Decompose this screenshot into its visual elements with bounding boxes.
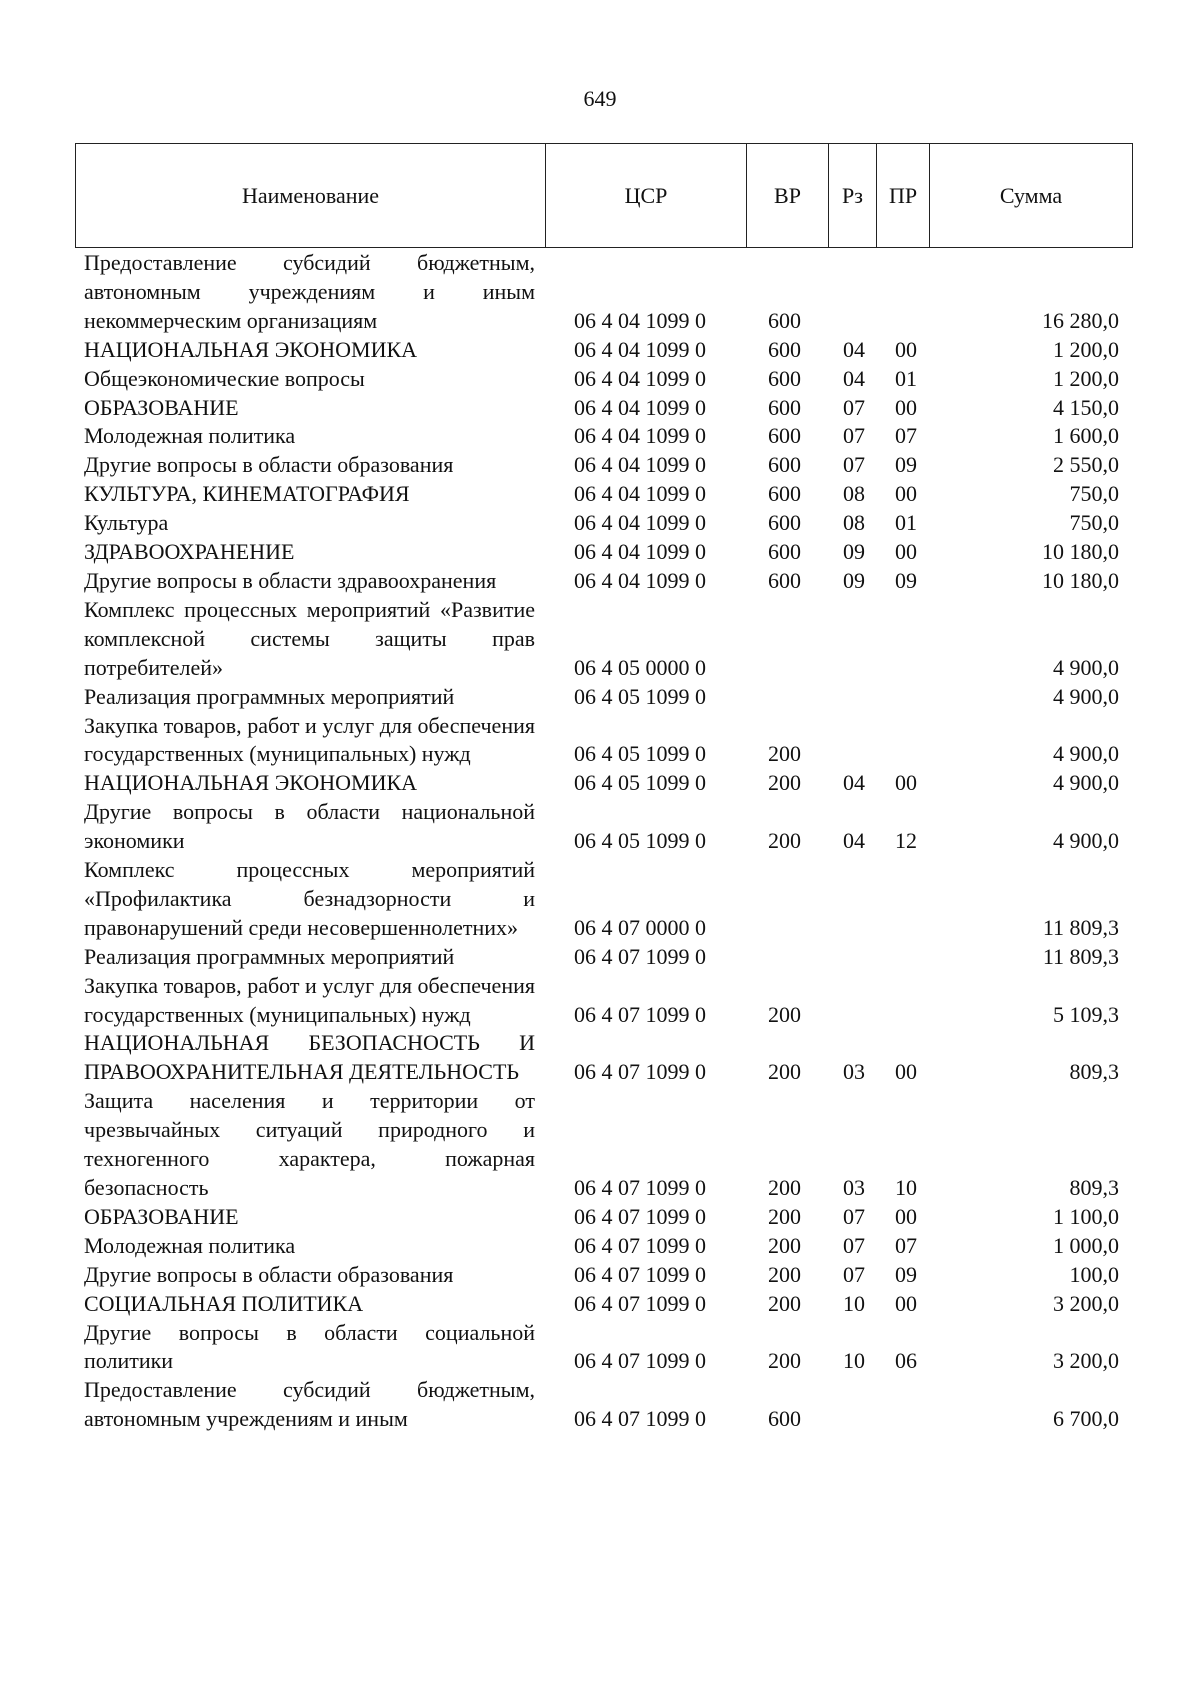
- row-name: НАЦИОНАЛЬНАЯ БЕЗОПАСНОСТЬ И ПРАВООХРАНИТЕЛЬНАЯ ДЕЯТЕЛЬНОСТЬ: [84, 1030, 535, 1085]
- row-name: Культура: [84, 510, 169, 536]
- row-vr: 600: [768, 307, 801, 333]
- row-pr: 00: [895, 1290, 917, 1316]
- row-rz: 09: [843, 539, 865, 565]
- row-rz: 04: [843, 770, 865, 796]
- header-pr: ПР: [876, 144, 929, 247]
- row-name: НАЦИОНАЛЬНАЯ ЭКОНОМИКА: [84, 336, 418, 362]
- table-row: [84, 798, 1119, 856]
- row-csr: 06 4 04 1099 0: [574, 336, 706, 362]
- table-row: [84, 480, 1119, 509]
- row-csr: 06 4 05 1099 0: [574, 683, 706, 709]
- row-name: ЗДРАВООХРАНЕНИЕ: [84, 539, 295, 565]
- row-rz: 10: [843, 1348, 865, 1374]
- row-pr: 10: [895, 1175, 917, 1200]
- row-vr: 600: [768, 336, 801, 362]
- row-sum: 100,0: [1069, 1261, 1119, 1287]
- row-rz: 08: [843, 481, 865, 507]
- table-row: [84, 249, 1119, 336]
- row-name: Закупка товаров, работ и услуг для обеспечения государственных (муниципальных) нужд: [84, 972, 535, 1027]
- table-header: [75, 143, 1133, 248]
- row-sum: 750,0: [1069, 481, 1119, 507]
- page-number: 649: [583, 86, 617, 111]
- row-name: Молодежная политика: [84, 1232, 296, 1258]
- row-name: Комплекс процессных мероприятий «Профилактика безнадзорности и правонарушений среди несовершеннолетних»: [84, 857, 535, 940]
- table-row: [84, 567, 1119, 596]
- row-sum: 1 100,0: [1053, 1203, 1119, 1229]
- row-pr: 00: [895, 1059, 917, 1085]
- header-vr: ВР: [746, 144, 828, 247]
- row-pr: 00: [895, 539, 917, 565]
- row-pr: 09: [895, 1261, 917, 1287]
- row-vr: 200: [768, 1290, 801, 1316]
- row-sum: 1 200,0: [1053, 365, 1119, 391]
- row-rz: 07: [843, 1203, 865, 1229]
- row-sum: 3 200,0: [1053, 1348, 1119, 1374]
- row-name: КУЛЬТУРА, КИНЕМАТОГРАФИЯ: [84, 481, 410, 507]
- row-csr: 06 4 04 1099 0: [574, 481, 706, 507]
- row-rz: 03: [843, 1175, 865, 1200]
- row-pr: 07: [895, 1232, 917, 1258]
- row-name: Молодежная политика: [84, 423, 296, 449]
- row-pr: 07: [895, 423, 917, 449]
- table-row: [84, 1232, 1119, 1261]
- table-row: [84, 538, 1119, 567]
- row-pr: 00: [895, 1203, 917, 1229]
- row-rz: 07: [843, 452, 865, 478]
- header-name: Наименование: [241, 182, 380, 208]
- row-csr: 06 4 04 1099 0: [574, 539, 706, 565]
- row-csr: 06 4 07 1099 0: [574, 1290, 706, 1316]
- row-csr: 06 4 04 1099 0: [574, 567, 706, 593]
- row-vr: 600: [768, 567, 801, 593]
- table-row: [84, 1203, 1119, 1232]
- row-rz: 09: [843, 567, 865, 593]
- table-row: [84, 972, 1119, 1030]
- row-pr: 09: [895, 452, 917, 478]
- table-row: [84, 1319, 1119, 1377]
- table-row: [84, 856, 1119, 943]
- row-name: НАЦИОНАЛЬНАЯ ЭКОНОМИКА: [84, 770, 418, 796]
- row-rz: 10: [843, 1290, 865, 1316]
- row-vr: 600: [768, 481, 801, 507]
- row-csr: 06 4 07 1099 0: [574, 1175, 706, 1200]
- row-name: Закупка товаров, работ и услуг для обеспечения государственных (муниципальных) нужд: [84, 712, 535, 767]
- row-sum: 5 109,3: [1053, 1001, 1119, 1027]
- row-pr: 06: [895, 1348, 917, 1374]
- row-vr: 200: [768, 741, 801, 767]
- row-vr: 600: [768, 1406, 801, 1432]
- row-csr: 06 4 07 1099 0: [574, 1232, 706, 1258]
- row-sum: 4 900,0: [1053, 654, 1119, 680]
- row-rz: 07: [843, 423, 865, 449]
- table-row: [84, 1087, 1119, 1203]
- row-sum: 4 900,0: [1053, 741, 1119, 767]
- row-vr: 200: [768, 1348, 801, 1374]
- row-csr: 06 4 07 1099 0: [574, 1261, 706, 1287]
- table-row: [84, 943, 1119, 972]
- table-row: [84, 509, 1119, 538]
- row-vr: 200: [768, 1001, 801, 1027]
- row-sum: 2 550,0: [1053, 452, 1119, 478]
- row-vr: 200: [768, 1232, 801, 1258]
- row-name: Реализация программных мероприятий: [84, 683, 455, 709]
- row-vr: 200: [768, 1261, 801, 1287]
- row-pr: 00: [895, 481, 917, 507]
- row-rz: 07: [843, 1232, 865, 1258]
- row-sum: 3 200,0: [1053, 1290, 1119, 1316]
- row-sum: 4 900,0: [1053, 828, 1119, 854]
- row-pr: 01: [895, 510, 917, 536]
- row-rz: 07: [843, 394, 865, 420]
- row-name: Предоставление субсидий бюджетным, автономным учреждениям и иным: [84, 1377, 535, 1432]
- row-vr: 600: [768, 423, 801, 449]
- row-pr: 00: [895, 394, 917, 420]
- table-row: [84, 394, 1119, 423]
- row-csr: 06 4 07 1099 0: [574, 1203, 706, 1229]
- row-sum: 4 900,0: [1053, 683, 1119, 709]
- row-csr: 06 4 05 0000 0: [574, 654, 706, 680]
- table-row: [84, 1261, 1119, 1290]
- row-name: Защита населения и территории от чрезвычайных ситуаций природного и техногенного характера, пожарная безопасность: [84, 1088, 535, 1200]
- row-rz: 03: [843, 1059, 865, 1085]
- table-row: [84, 1029, 1119, 1087]
- row-sum: 750,0: [1069, 510, 1119, 536]
- table-row: [84, 712, 1119, 770]
- row-csr: 06 4 07 1099 0: [574, 1001, 706, 1027]
- row-vr: 600: [768, 394, 801, 420]
- row-name: Предоставление субсидий бюджетным, автономным учреждениям и иным некоммерческим организациям: [84, 250, 535, 333]
- row-name: ОБРАЗОВАНИЕ: [84, 1203, 239, 1229]
- table-row: [84, 683, 1119, 712]
- row-pr: 00: [895, 336, 917, 362]
- row-vr: 200: [768, 828, 801, 854]
- row-csr: 06 4 07 1099 0: [574, 943, 706, 969]
- row-vr: 600: [768, 452, 801, 478]
- row-csr: 06 4 07 1099 0: [574, 1406, 706, 1432]
- row-csr: 06 4 04 1099 0: [574, 510, 706, 536]
- row-sum: 6 700,0: [1053, 1406, 1119, 1432]
- table-body: [84, 249, 1119, 1434]
- row-sum: 1 600,0: [1053, 423, 1119, 449]
- row-vr: 200: [768, 770, 801, 796]
- row-name: Другие вопросы в области здравоохранения: [84, 567, 497, 593]
- row-rz: 07: [843, 1261, 865, 1287]
- table-row: [84, 1290, 1119, 1319]
- row-sum: 10 180,0: [1042, 539, 1119, 565]
- row-pr: 00: [895, 770, 917, 796]
- row-sum: 11 809,3: [1042, 943, 1119, 969]
- row-name: Другие вопросы в области образования: [84, 452, 454, 478]
- row-pr: 12: [895, 828, 917, 854]
- row-csr: 06 4 07 1099 0: [574, 1059, 706, 1085]
- row-rz: 04: [843, 365, 865, 391]
- row-csr: 06 4 07 0000 0: [574, 914, 706, 940]
- row-sum: 4 900,0: [1053, 770, 1119, 796]
- row-sum: 1 200,0: [1053, 336, 1119, 362]
- row-vr: 200: [768, 1175, 801, 1200]
- row-vr: 200: [768, 1059, 801, 1085]
- table-row: [84, 1376, 1119, 1434]
- row-csr: 06 4 04 1099 0: [574, 365, 706, 391]
- row-name: Другие вопросы в области образования: [84, 1261, 454, 1287]
- row-rz: 04: [843, 828, 865, 854]
- row-csr: 06 4 05 1099 0: [574, 741, 706, 767]
- row-csr: 06 4 04 1099 0: [574, 307, 706, 333]
- row-csr: 06 4 05 1099 0: [574, 770, 706, 796]
- row-rz: 04: [843, 336, 865, 362]
- row-csr: 06 4 07 1099 0: [574, 1348, 706, 1374]
- row-sum: 16 280,0: [1042, 307, 1119, 333]
- row-vr: 600: [768, 539, 801, 565]
- row-sum: 11 809,3: [1042, 914, 1119, 940]
- row-name: Реализация программных мероприятий: [84, 943, 455, 969]
- table-row: [84, 769, 1119, 798]
- row-rz: 08: [843, 510, 865, 536]
- row-name: Другие вопросы в области национальной экономики: [84, 799, 535, 854]
- table-row: [84, 365, 1119, 394]
- header-rz: Рз: [828, 144, 876, 247]
- table-row: [84, 451, 1119, 480]
- row-sum: 10 180,0: [1042, 567, 1119, 593]
- header-sum: Сумма: [929, 144, 1132, 247]
- row-vr: 200: [768, 1203, 801, 1229]
- table-row: [84, 422, 1119, 451]
- table-row: [84, 336, 1119, 365]
- row-sum: 4 150,0: [1053, 394, 1119, 420]
- row-sum: 1 000,0: [1053, 1232, 1119, 1258]
- row-name: СОЦИАЛЬНАЯ ПОЛИТИКА: [84, 1290, 364, 1316]
- row-pr: 09: [895, 567, 917, 593]
- row-vr: 600: [768, 510, 801, 536]
- row-sum: 809,3: [1069, 1175, 1119, 1200]
- row-vr: 600: [768, 365, 801, 391]
- row-name: Общеэкономические вопросы: [84, 365, 365, 391]
- row-csr: 06 4 04 1099 0: [574, 394, 706, 420]
- row-name: Комплекс процессных мероприятий «Развитие комплексной системы защиты прав потребителей»: [84, 596, 535, 680]
- header-csr: ЦСР: [545, 144, 746, 247]
- table-row: [84, 596, 1119, 683]
- row-name: Другие вопросы в области социальной политики: [84, 1319, 535, 1374]
- row-csr: 06 4 04 1099 0: [574, 452, 706, 478]
- row-csr: 06 4 05 1099 0: [574, 828, 706, 854]
- row-sum: 809,3: [1069, 1059, 1119, 1085]
- row-name: ОБРАЗОВАНИЕ: [84, 394, 239, 420]
- row-pr: 01: [895, 365, 917, 391]
- row-csr: 06 4 04 1099 0: [574, 423, 706, 449]
